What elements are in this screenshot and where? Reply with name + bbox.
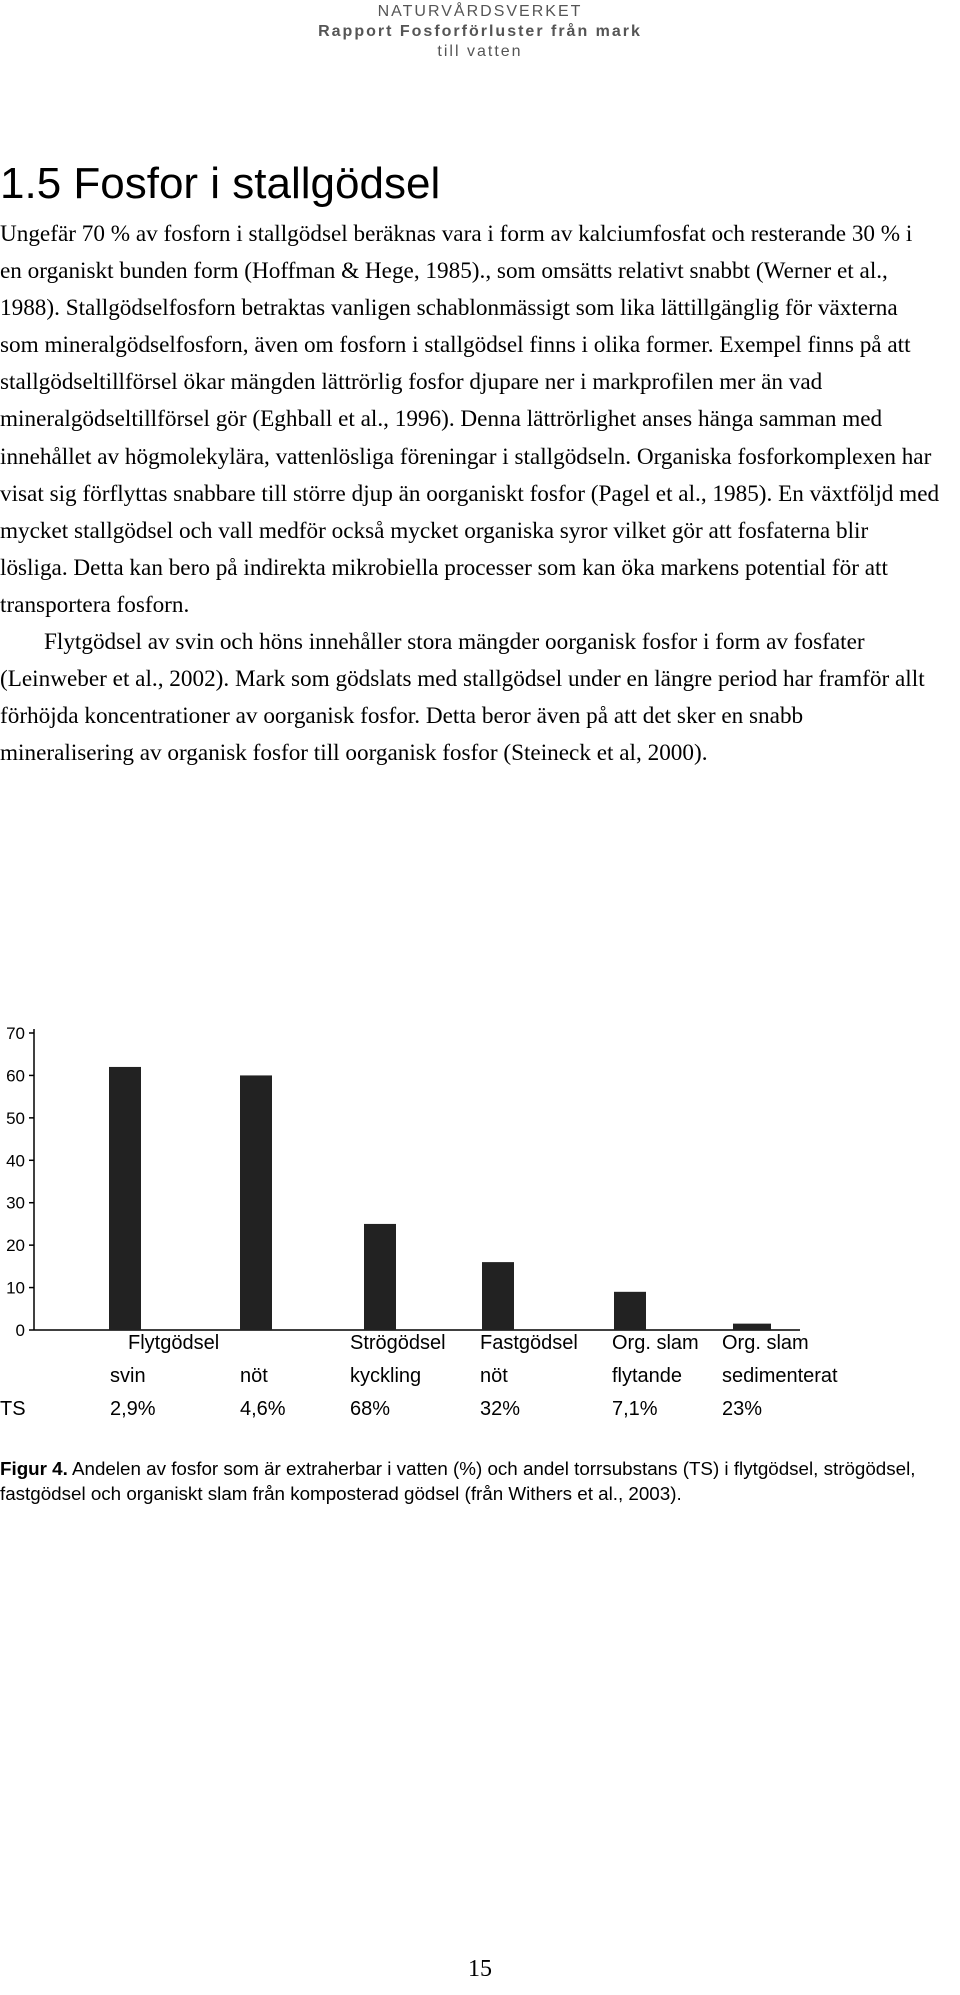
table-cell: 68% bbox=[350, 1398, 391, 1420]
table-cell: Fastgödsel bbox=[480, 1332, 578, 1354]
table-row-sources bbox=[0, 1360, 940, 1393]
table-cell: 23% bbox=[722, 1398, 763, 1420]
header-organization: NATURVÅRDSVERKET bbox=[377, 3, 583, 20]
bar-chart bbox=[0, 1022, 800, 1342]
bar bbox=[364, 1224, 396, 1330]
y-tick-label: 20 bbox=[6, 1236, 25, 1256]
body-text bbox=[0, 216, 940, 772]
paragraph-1: Ungefär 70 % av fosforn i stallgödsel beräknas vara i form av kalciumfosfat och resterande 30 % i en organiskt bunden form (Hoffman & Hege, 1985)., som omsätts relativt snabbt (Werner et al., 1988). Stallgödselfosforn betraktas vanligen schablonmässigt som lika lättillgänglig för växterna som mineralgödselfosforn, även om fosforn i stallgödsel finns i olika former. Exempel finns på att stallgödseltillförsel ökar mängden lättrörlig fosfor djupare ner i markprofilen mer än vad mineralgödseltillförsel gör (Eghball et al., 1996). Denna lättrörlighet anses hänga samman med innehållet av högmolekylära, vattenlösliga föreningar i stallgödseln. Organiska fosforkomplexen har visat sig förflyttas snabbare till större djup än oorganiskt fosfor (Pagel et al., 1985). En växtföljd med mycket stallgödsel och vall medför också mycket organiska syror vilket gör att fosfaterna blir lösliga. Detta kan bero på indirekta mikrobiella processer som kan öka markens potential för att transportera fosforn. bbox=[0, 221, 940, 618]
table-cell: nöt bbox=[480, 1365, 508, 1387]
table-cell: Org. slam bbox=[722, 1332, 809, 1354]
table-row-label: TS bbox=[0, 1398, 26, 1420]
table-cell: Flytgödsel bbox=[128, 1332, 220, 1354]
header-report-title-cont: till vatten bbox=[437, 43, 523, 60]
table-cell: 4,6% bbox=[240, 1398, 286, 1420]
y-tick-label: 10 bbox=[6, 1278, 25, 1298]
y-tick-label: 70 bbox=[6, 1024, 25, 1043]
bar bbox=[482, 1262, 514, 1330]
page-number: 15 bbox=[468, 1956, 492, 1982]
bar bbox=[614, 1292, 646, 1330]
bar bbox=[240, 1075, 272, 1330]
figure-caption bbox=[0, 1456, 940, 1506]
paragraph-2: Flytgödsel av svin och höns innehåller stora mängder oorganisk fosfor i form av fosfater (Leinweber et al., 2002). Mark som gödslats med stallgödsel under en längre period har framför allt förhöjda koncentrationer av oorganisk fosfor. Detta beror även på att det sker en snabb mineralisering av organisk fosfor till oorganisk fosfor (Steineck et al, 2000). bbox=[0, 629, 925, 767]
y-tick-label: 0 bbox=[15, 1321, 25, 1340]
table-cell: sedimenterat bbox=[722, 1365, 838, 1387]
y-tick-label: 40 bbox=[6, 1151, 25, 1171]
table-cell: 7,1% bbox=[612, 1398, 658, 1420]
header-report-title: Rapport Fosforförluster från mark bbox=[318, 23, 642, 40]
report-header bbox=[0, 2, 960, 62]
table-cell: nöt bbox=[240, 1365, 268, 1387]
table-cell: svin bbox=[110, 1365, 146, 1387]
table-cell: Org. slam bbox=[612, 1332, 699, 1354]
figure-label: Figur 4. bbox=[0, 1458, 68, 1479]
y-tick-label: 50 bbox=[6, 1108, 25, 1128]
table-row-ts bbox=[0, 1393, 940, 1426]
section-title: 1.5 Fosfor i stallgödsel bbox=[0, 159, 441, 208]
y-tick-label: 60 bbox=[6, 1066, 25, 1086]
table-cell: Strögödsel bbox=[350, 1332, 446, 1354]
figure-caption-text: Andelen av fosfor som är extraherbar i vatten (%) och andel torrsubstans (TS) i flytgödsel, strögödsel, fastgödsel och organiskt slam från komposterad gödsel (från Withers et al., 2003). bbox=[0, 1458, 916, 1504]
y-tick-label: 30 bbox=[6, 1193, 25, 1213]
table-cell: flytande bbox=[612, 1365, 683, 1387]
figure-table bbox=[0, 1327, 940, 1426]
table-cell: 2,9% bbox=[110, 1398, 156, 1420]
table-cell: kyckling bbox=[350, 1365, 422, 1387]
table-cell: 32% bbox=[480, 1398, 521, 1420]
table-row-types bbox=[0, 1327, 940, 1360]
bar bbox=[109, 1067, 141, 1330]
